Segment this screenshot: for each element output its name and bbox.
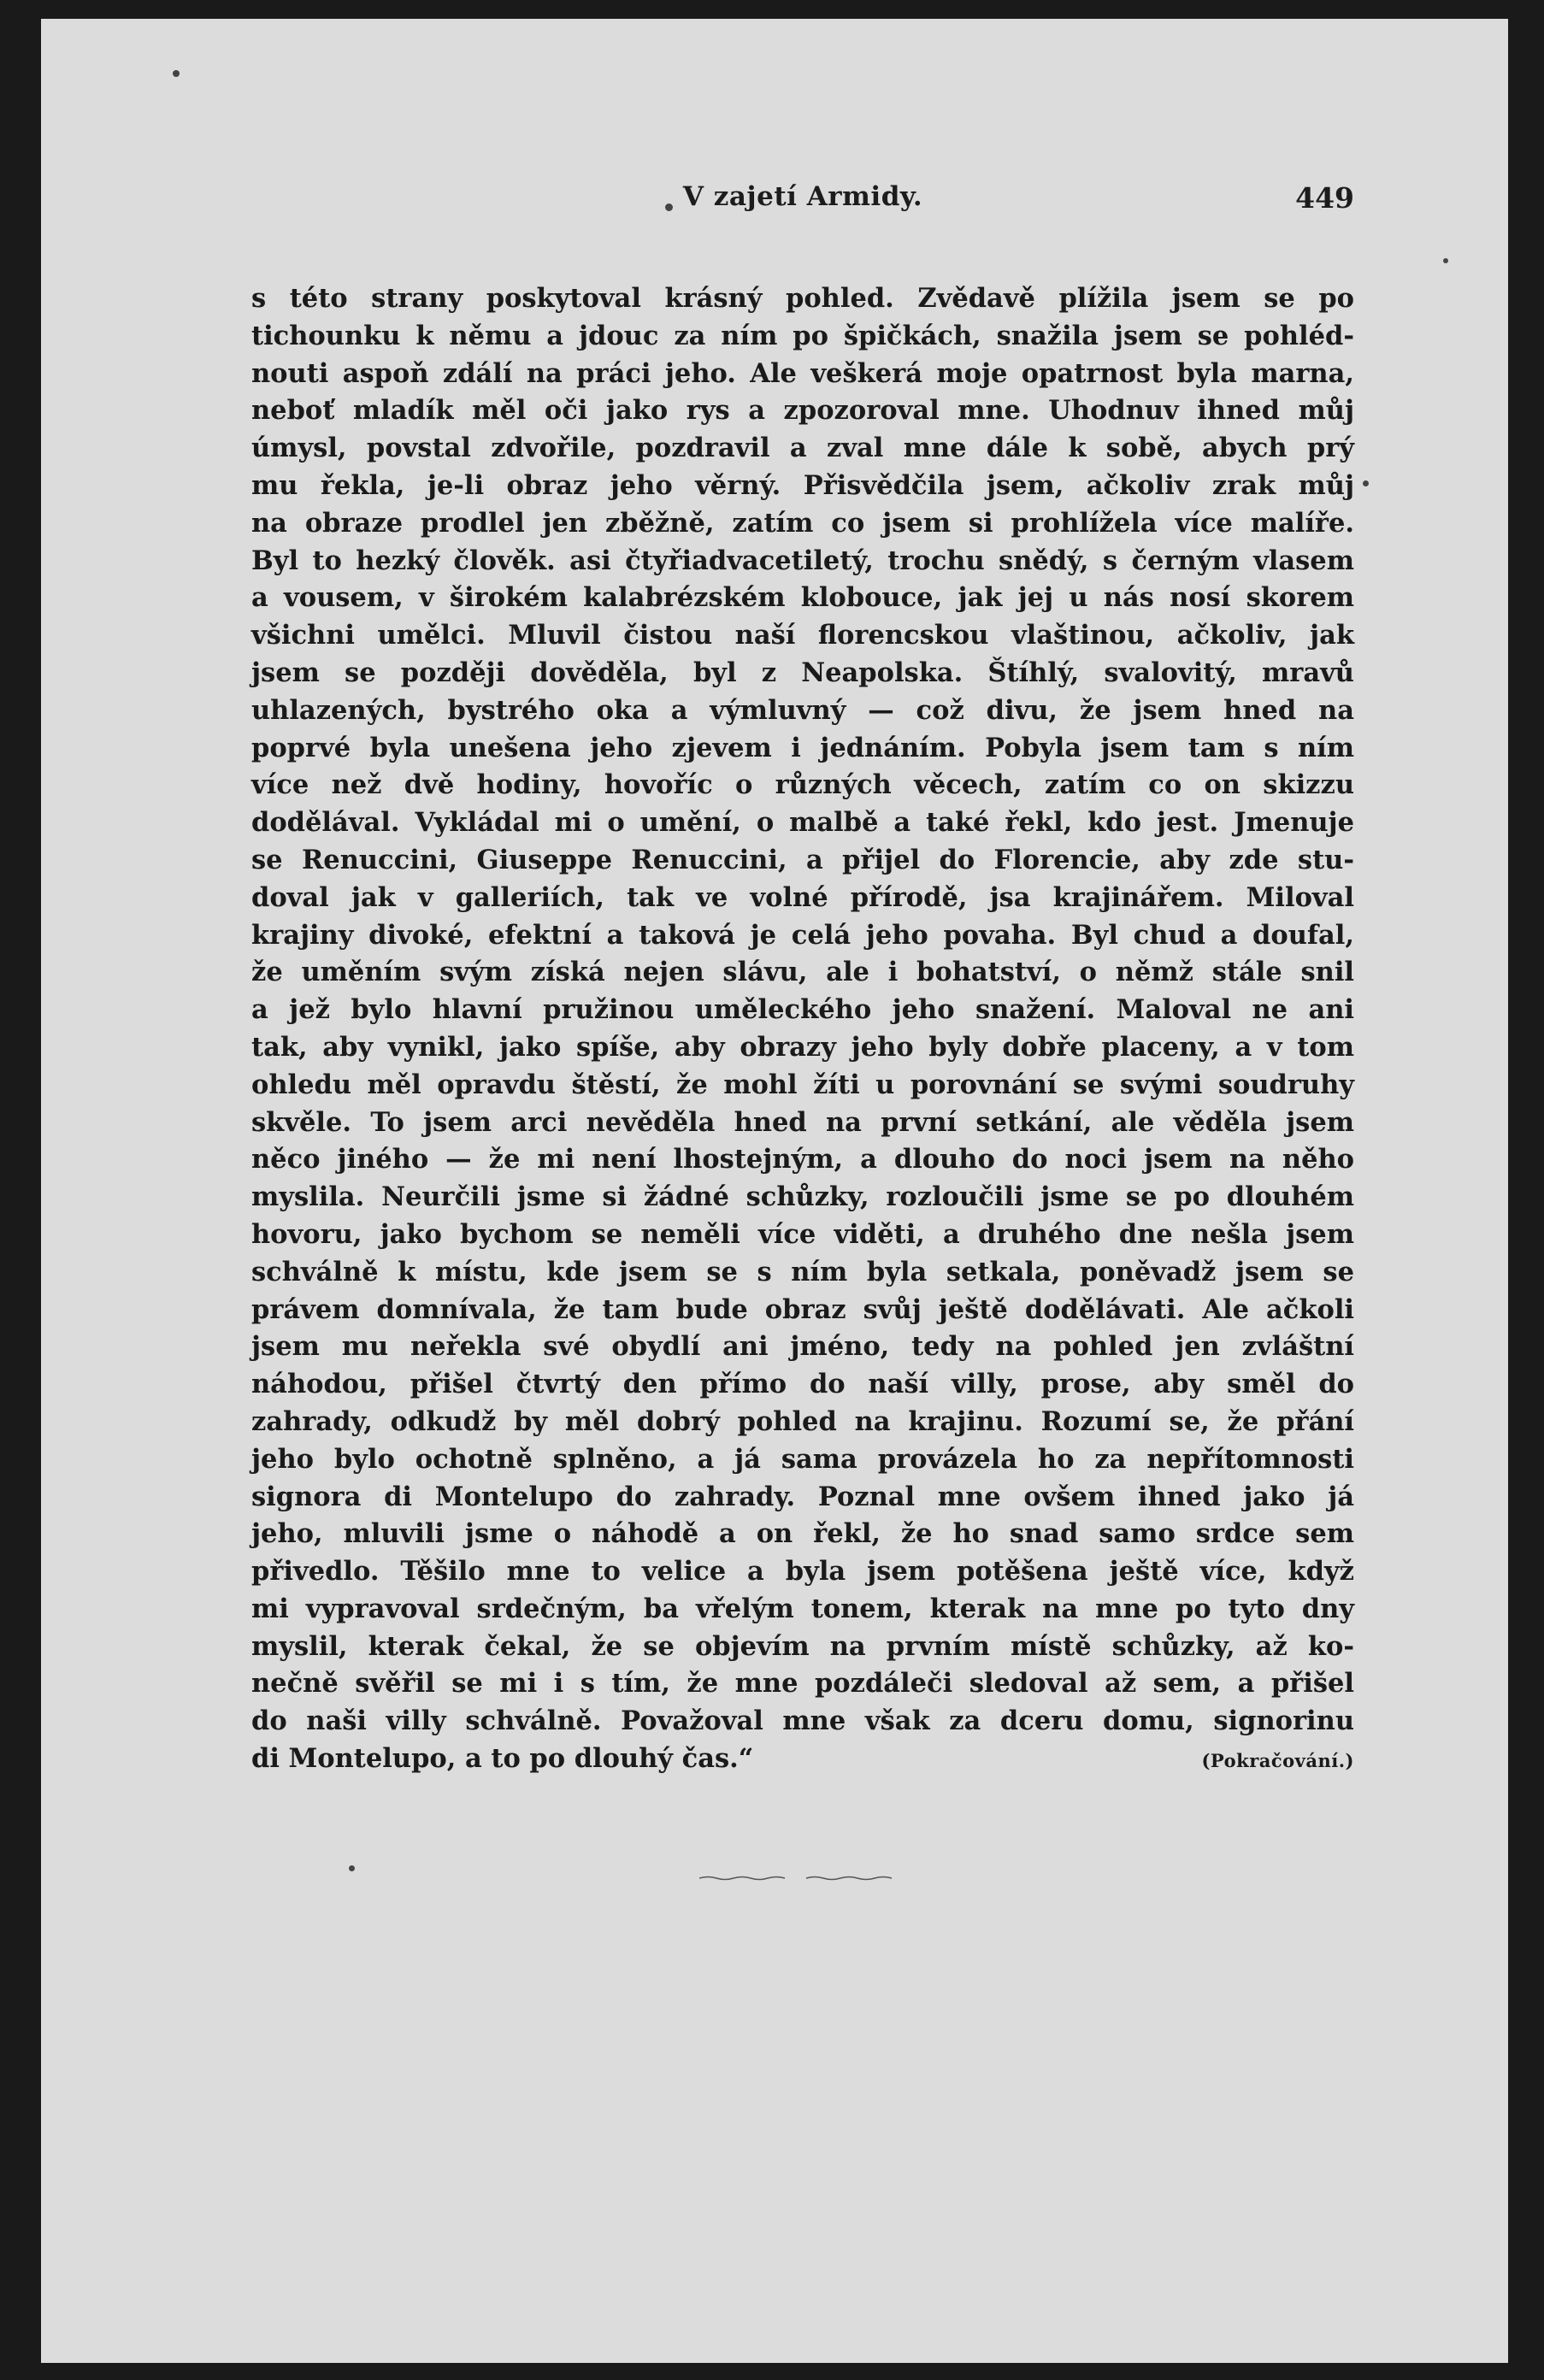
text-line: že uměním svým získá nejen slávu, ale i bohatství, o němž stále snil — [251, 957, 1354, 988]
text-line: a vousem, v širokém kalabrézském klobouce, jak jej u nás nosí skorem — [251, 582, 1354, 614]
last-line-text: di Montelupo, a to po dlouhý čas.“ — [251, 1743, 754, 1775]
text-line: jsem mu neřekla své obydlí ani jméno, tedy na pohled jen zvláštní — [251, 1331, 1354, 1363]
text-line: jeho bylo ochotně splněno, a já sama provázela ho za nepřítomnosti — [251, 1443, 1354, 1475]
ornament-left-line — [699, 1877, 785, 1880]
text-line: neboť mladík měl oči jako rys a zpozoroval mne. Uhodnuv ihned můj — [251, 395, 1354, 427]
text-line: myslila. Neurčili jsme si žádné schůzky, rozloučili jsme se po dlouhém — [251, 1181, 1354, 1213]
text-line: a jež bylo hlavní pružinou uměleckého jeho snažení. Maloval ne ani — [251, 994, 1354, 1026]
text-line: přivedlo. Těšilo mne to velice a byla jsem potěšena ještě více, když — [251, 1556, 1354, 1588]
print-speck — [1363, 480, 1369, 486]
print-speck — [665, 203, 673, 211]
text-line: myslil, kterak čekal, že se objevím na prvním místě schůzky, až ko- — [251, 1630, 1354, 1662]
print-speck — [1443, 258, 1448, 263]
text-line: jsem se později dověděla, byl z Neapolska. Štíhlý, svalovitý, mravů — [251, 657, 1354, 688]
text-line: všichni umělci. Mluvil čistou naší florencskou vlaštinou, ačkoliv, jak — [251, 620, 1354, 651]
text-line: doval jak v galleriích, tak ve volné přírodě, jsa krajinářem. Miloval — [251, 881, 1354, 913]
last-line — [251, 1741, 1354, 1778]
text-line: více než dvě hodiny, hovoříc o různých věcech, zatím co on skizzu — [251, 769, 1354, 801]
text-line: jeho, mluvili jsme o náhodě a on řekl, že ho snad samo srdce sem — [251, 1518, 1354, 1550]
text-line: se Renuccini, Giuseppe Renuccini, a přijel do Florencie, aby zde stu- — [251, 844, 1354, 875]
print-speck — [173, 70, 180, 77]
body-text — [251, 280, 1354, 1778]
text-line: právem domnívala, že tam bude obraz svůj ještě dodělávati. Ale ačkoli — [251, 1293, 1354, 1325]
text-line: tichounku k němu a jdouc za ním po špičkách, snažila jsem se pohléd- — [251, 320, 1354, 351]
continuation-note: (Pokračování.) — [1201, 1750, 1354, 1772]
running-title: V zajetí Armidy. — [682, 181, 923, 212]
text-line: mi vypravoval srdečným, ba vřelým tonem, kterak na mne po tyto dny — [251, 1593, 1354, 1624]
book-page — [41, 19, 1508, 2363]
ornament-right-line — [806, 1877, 892, 1880]
text-line: schválně k místu, kde jsem se s ním byla setkala, poněvadž jsem se — [251, 1256, 1354, 1287]
text-line: hovoru, jako bychom se neměli více viděti, a druhého dne nešla jsem — [251, 1218, 1354, 1250]
text-line: zahrady, odkudž by měl dobrý pohled na krajinu. Rozumí se, že přání — [251, 1405, 1354, 1437]
text-line: uhlazených, bystrého oka a výmluvný — což divu, že jsem hned na — [251, 694, 1354, 726]
text-line: signora di Montelupo do zahrady. Poznal mne ovšem ihned jako já — [251, 1481, 1354, 1512]
text-line: poprvé byla unešena jeho zjevem i jednáním. Pobyla jsem tam s ním — [251, 732, 1354, 763]
text-line: nouti aspoň zdálí na práci jeho. Ale veškerá moje opatrnost byla marna, — [251, 357, 1354, 389]
end-ornament — [699, 1876, 896, 1881]
text-line: na obraze prodlel jen zběžně, zatím co jsem si prohlížela více malíře. — [251, 507, 1354, 539]
text-line: do naši villy schválně. Považoval mne však za dceru domu, signorinu — [251, 1705, 1354, 1737]
page-number: 449 — [1295, 181, 1354, 215]
text-line: s této strany poskytoval krásný pohled. Zvědavě plížila jsem se po — [251, 283, 1354, 314]
text-line: Byl to hezký člověk. asi čtyřiadvacetiletý, trochu snědý, s černým vlasem — [251, 545, 1354, 576]
text-line: skvěle. To jsem arci nevěděla hned na první setkání, ale věděla jsem — [251, 1106, 1354, 1138]
text-line: náhodou, přišel čtvrtý den přímo do naší villy, prose, aby směl do — [251, 1369, 1354, 1400]
print-speck — [349, 1865, 355, 1871]
text-line: nečně svěřil se mi i s tím, že mne pozdáleči sledoval až sem, a přišel — [251, 1668, 1354, 1700]
text-line: krajiny divoké, efektní a taková je celá jeho povaha. Byl chud a doufal, — [251, 919, 1354, 951]
text-line: úmysl, povstal zdvořile, pozdravil a zval mne dále k sobě, abych prý — [251, 433, 1354, 464]
text-line: mu řekla, je-li obraz jeho věrný. Přisvědčila jsem, ačkoliv zrak můj — [251, 469, 1354, 501]
text-line: tak, aby vynikl, jako spíše, aby obrazy jeho byly dobře placeny, a v tom — [251, 1031, 1354, 1063]
text-line: ohledu měl opravdu štěstí, že mohl žíti u porovnání se svými soudruhy — [251, 1069, 1354, 1100]
text-line: něco jiného — že mi není lhostejným, a dlouho do noci jsem na něho — [251, 1144, 1354, 1175]
page-header — [251, 181, 1354, 233]
text-line: dodělával. Vykládal mi o umění, o malbě a také řekl, kdo jest. Jmenuje — [251, 807, 1354, 839]
